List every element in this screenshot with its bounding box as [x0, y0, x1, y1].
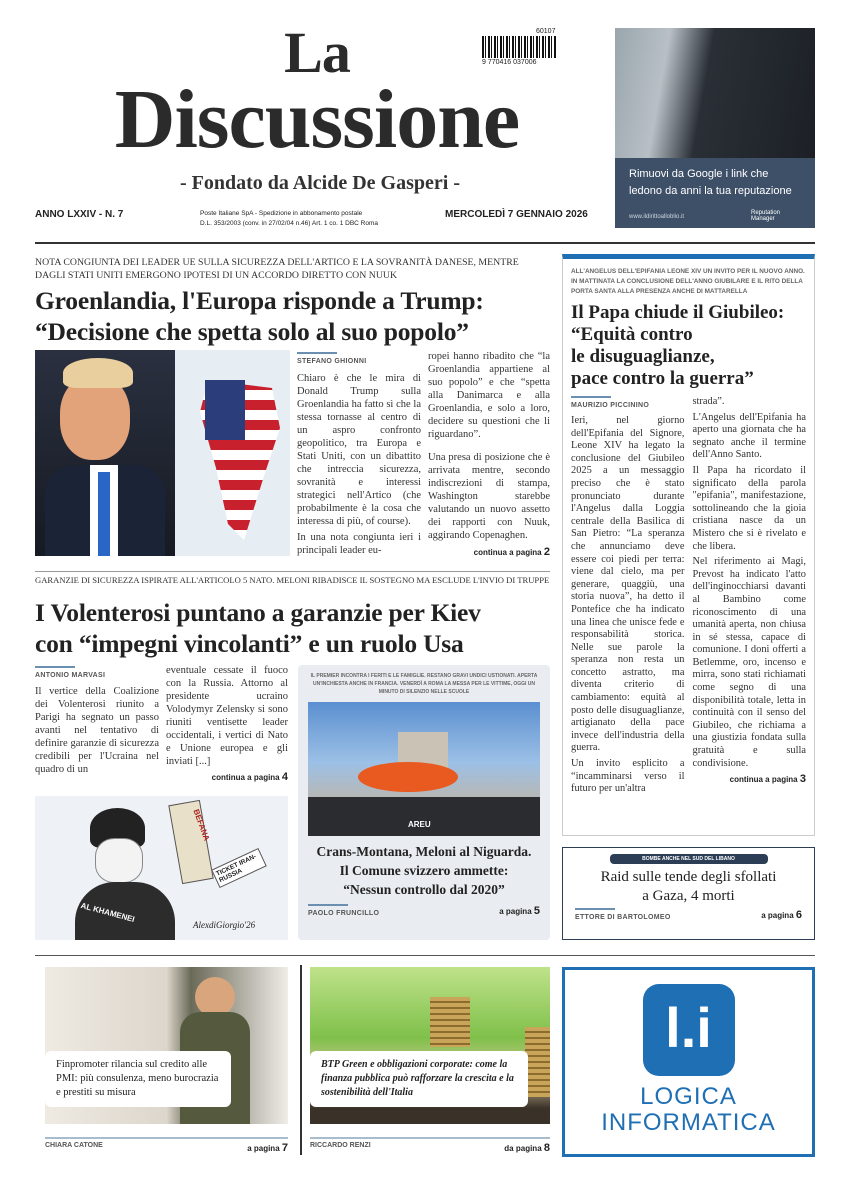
crans-kicker: IL PREMIER INCONTRA I FERITI E LE FAMIGLIE. RESTANO GRAVI UNDICI USTIONATI. APERTA UN'INCHIESTA ANCHE IN FRANCIA. VENERDÌ A ROMA LA MESSA PER LE VITTIME, OGGI UN MINUTO DI SILENZIO NELLE SCUOLE	[310, 673, 538, 695]
ad-url: www.ildirittoalloblio.it	[629, 214, 685, 220]
divider	[45, 1137, 288, 1139]
lead-photo	[35, 350, 290, 556]
crans-byline: PAOLO FRUNCILLO	[308, 904, 379, 917]
pope-continue-link[interactable]: continua a pagina 3	[729, 773, 806, 786]
kiev-col-1: Il vertice della Coalizione dei Volenterosi riunito a Parigi ha segnato un passo avanti nel tentativo di definire garanzie di sicurezza credibili per l'Ucraina nel quadro di un	[35, 686, 159, 775]
pope-kicker: ALL'ANGELUS DELL'EPIFANIA LEONE XIV UN INVITO PER IL NUOVO ANNO. IN MATTINATA LA CONCLUSIONE DELL'ANNO GIUBILARE E IL RITO DELLA PORTA SANTA ALLA PRESENZA ANCHE DI MATTARELLA	[571, 268, 805, 295]
pope-byline: MAURIZIO PICCININO	[571, 396, 685, 409]
lead-kicker: NOTA CONGIUNTA DEI LEADER UE SULLA SICUREZZA DELL'ARTICO E LA SOVRANITÀ DANESE, MENTRE DAGLI STATI UNITI EMERGONO IPOTESI DI UN ACCORDO DIRETTO CON NUUK	[35, 257, 519, 281]
barcode	[482, 36, 557, 58]
barcode-top: 60107	[536, 28, 556, 35]
issue-date: MERCOLEDÌ 7 GENNAIO 2026	[445, 209, 588, 220]
fin-byline: CHIARA CATONE	[45, 1142, 103, 1149]
masthead-logo: La Discussione	[114, 20, 520, 166]
fin-page-link[interactable]: a pagina 7	[247, 1142, 288, 1154]
logica-logo-icon: l.i	[643, 984, 735, 1076]
gaza-badge: BOMBE ANCHE NEL SUD DEL LIBANO	[610, 854, 768, 864]
lead-col-1: Chiaro è che le mira di Donald Trump sulla Groenlandia ha fatto sì che la stessa tornasse al centro di un aspro confronto geopolitico, tra Europa e Stati Uniti, con un dibattito che intreccia sicurezza, sovranità e interessi strategici nell'Artico (che probabilmente è la cosa che interessa di più, of course). In una nota congiunta ieri i principali leader eu-	[297, 373, 421, 556]
crans-headline[interactable]: Crans-Montana, Meloni al Niguarda. Il Comune svizzero ammette: “Nessun controllo dal 2020”	[316, 844, 532, 897]
ad-logica-informatica[interactable]	[562, 967, 815, 1157]
cartoon: AL KHAMENEI BEFANA TICKET IRAN-RUSSIA AlexdiGiorgio'26	[35, 796, 288, 940]
crans-article	[298, 665, 550, 940]
tagline: - Fondato da Alcide De Gasperi -	[180, 172, 460, 194]
ad-image	[615, 28, 815, 158]
pope-headline[interactable]: Il Papa chiude il Giubileo: “Equità contro le disuguaglianze, pace contro la guerra”	[571, 302, 785, 389]
kiev-headline[interactable]: I Volenterosi puntano a garanzie per Kiev con “impegni vincolanti” e un ruolo Usa	[35, 598, 481, 658]
kiev-kicker: GARANZIE DI SICUREZZA ISPIRATE ALL'ARTICOLO 5 NATO. MELONI RIBADISCE IL SOSTEGNO MA ESCLUDE L'INVIO DI TRUPPE	[35, 575, 550, 585]
fin-photo[interactable]	[45, 967, 288, 1124]
lead-byline: STEFANO GHIONNI	[297, 352, 366, 365]
issue-number: ANNO LXXIV - N. 7	[35, 209, 124, 220]
lead-headline[interactable]: Groenlandia, l'Europa risponde a Trump: “Decisione che spetta solo al suo popolo”	[35, 286, 484, 346]
kiev-byline: ANTONIO MARVASI	[35, 666, 105, 679]
pope-article	[562, 254, 815, 836]
ad-text: Rimuovi da Google i link che ledono da anni la tua reputazione	[629, 168, 792, 197]
gaza-headline[interactable]: Raid sulle tende degli sfollati a Gaza, 4 morti	[600, 869, 777, 904]
btp-photo[interactable]	[310, 967, 550, 1124]
barcode-number: 9 770416 037006	[482, 59, 537, 66]
divider	[35, 242, 815, 244]
crans-page-link[interactable]: a pagina 5	[499, 905, 540, 917]
gaza-page-link[interactable]: a pagina 6	[761, 909, 802, 921]
lead-col-2: ropei hanno ribadito che “la Groenlandia appartiene al suo popolo” e che “spetta alla Danimarca e alla Groenlandia, e solo a loro, decidere su questioni che li riguardano”. Una presa di posizione che è arrivata mentre, secondo indiscrezioni di stampa, Washington starebbe valutando un nuovo assetto dei rapporti con Nuuk, aggirando Copenaghen. continua a pagina 2	[428, 351, 550, 558]
fin-headline: Finpromoter rilancia sul credito alle PMI: più consulenza, meno burocrazia e prestiti su misura	[45, 1051, 231, 1107]
divider	[300, 965, 302, 1155]
divider	[35, 571, 550, 572]
logica-name: LOGICA INFORMATICA	[601, 1083, 776, 1136]
btp-page-link[interactable]: da pagina 8	[504, 1142, 550, 1154]
ad-brand: Reputation Manager	[751, 210, 781, 222]
fin-footer	[45, 1142, 288, 1154]
pope-col-2: strada”. L'Angelus dell'Epifania ha aperto una giornata che ha segnato anche il termine dell'Anno Santo. Il Papa ha ricordato il significato della parola "epifania", manifestazione, sottolineando che la gioia cristiana nasce da un Mistero che si è rivelato e che libera. Nel riferimento ai Magi, Prevost ha indicato l'atto dell'inginocchiarsi davanti al Bambino come riconoscimento di una umanità aperta, non chiusa in sé stessa, capace di comunione. I doni offerti a Betlemme, oro, incenso e mirra, sono stati richiamati come segno di una disponibilità totale, letta in continuità con il senso del Giubileo, che richiama a una giustizia fondata sulla gratuità e sulla condivisione. continua a pagina 3	[692, 396, 806, 786]
divider	[310, 1137, 550, 1139]
btp-headline: BTP Green e obbligazioni corporate: come la finanza pubblica può rafforzare la crescita e la sostenibilità dell'Italia	[310, 1051, 528, 1107]
gaza-byline: ETTORE DI BARTOLOMEO	[575, 908, 671, 921]
crans-photo: AREU	[308, 702, 540, 836]
ad-reputation[interactable]	[615, 28, 815, 228]
pope-col-1: Ieri, nel giorno dell'Epifania del Signore, Leone XIV ha legato la conclusione del Giubileo 2025 a un messaggio preciso che è stato pronunciato durante l'Angelus dalla Loggia centrale della Basilica di San Pietro: “La speranza che annunciamo deve essere coi piedi per terra: viene dal cielo, ma per generare, quaggiù, una storia nuova”, ha detto il Pontefice che ha indicato una linea che unisce fede e responsabilità storica. Nelle sue parole la speranza non resta un concetto astratto, ma diventa criterio di cambiamento: equità al posto delle disuguaglianze, artigianato della pace invece dell'industria della guerra. Un invito esplicito a “incamminarsi verso il futuro per un'altra	[571, 415, 685, 795]
lead-continue-link[interactable]: continua a pagina 2	[473, 546, 550, 558]
gaza-article	[562, 847, 815, 940]
postal-info: Poste Italiane SpA - Spedizione in abbonamento postale D.L. 353/2003 (conv. in 27/02/04 n.46) Art. 1 co. 1 DBC Roma	[200, 210, 379, 227]
kiev-col-2: eventuale cessate il fuoco con la Russia. Attorno al presidente ucraino Volodymyr Zelensky si sono riuniti ventisette leader occidentali, i vertici di Nato e Unione europea e gli inviati [...] continua a pagina 4	[166, 665, 288, 783]
divider	[35, 955, 815, 956]
btp-byline: RICCARDO RENZI	[310, 1142, 371, 1149]
kiev-continue-link[interactable]: continua a pagina 4	[211, 771, 288, 783]
greenland-map	[175, 350, 290, 556]
btp-footer	[310, 1142, 550, 1154]
